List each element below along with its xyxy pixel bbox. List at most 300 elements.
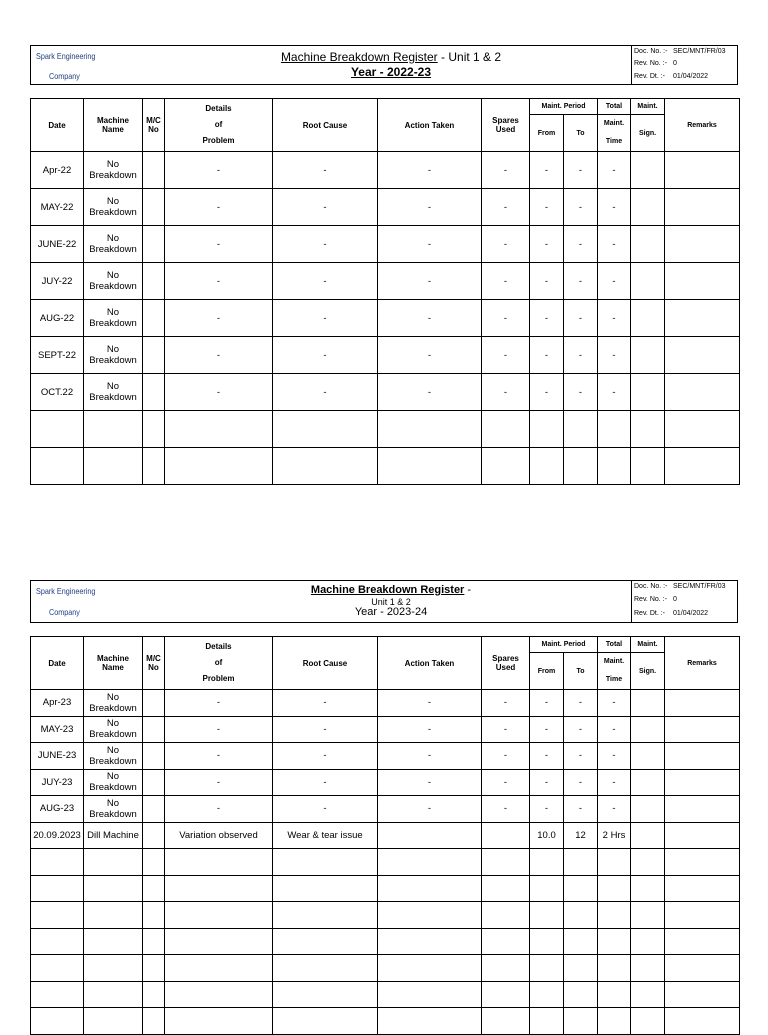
- table-cell: -: [482, 189, 530, 226]
- table-cell: No Breakdown: [84, 769, 143, 796]
- table-cell: -: [165, 337, 273, 374]
- table-cell: [631, 263, 665, 300]
- table-cell: [598, 928, 631, 955]
- table-cell: -: [482, 690, 530, 717]
- table-cell: [378, 928, 482, 955]
- table-cell: [665, 690, 740, 717]
- table-cell: [598, 849, 631, 876]
- table-cell: JUNE-22: [31, 226, 84, 263]
- table-cell: JUNE-23: [31, 743, 84, 770]
- table-cell: [631, 189, 665, 226]
- table-cell: [564, 1008, 598, 1035]
- table-cell: -: [273, 152, 378, 189]
- table-cell: [665, 902, 740, 929]
- table-cell: [631, 374, 665, 411]
- table-cell: [665, 374, 740, 411]
- col-from: From: [530, 115, 564, 152]
- register2-table: [30, 636, 740, 1035]
- table-cell: [31, 448, 84, 485]
- table-cell: -: [598, 226, 631, 263]
- table-cell: -: [165, 300, 273, 337]
- table-cell: [530, 448, 564, 485]
- col-total: Total: [598, 99, 631, 115]
- table-cell: -: [598, 374, 631, 411]
- table-cell: Wear & tear issue: [273, 822, 378, 849]
- register1-year: Year - 2022-23: [350, 65, 432, 79]
- table-cell: [84, 448, 143, 485]
- table-cell: No Breakdown: [84, 716, 143, 743]
- col-to: To: [564, 115, 598, 152]
- table-cell: [143, 448, 165, 485]
- table-cell: -: [530, 690, 564, 717]
- table-cell: [482, 902, 530, 929]
- table-cell: [143, 411, 165, 448]
- table-row: [31, 263, 740, 300]
- table-row: [31, 769, 740, 796]
- table-cell: [598, 955, 631, 982]
- register2-title-block: [151, 581, 631, 622]
- table-cell: -: [378, 796, 482, 823]
- table-cell: -: [598, 300, 631, 337]
- table-cell: -: [530, 226, 564, 263]
- table-cell: [564, 875, 598, 902]
- table-cell: [665, 769, 740, 796]
- table-cell: [665, 337, 740, 374]
- table-cell: -: [482, 152, 530, 189]
- table-cell: -: [482, 743, 530, 770]
- table-cell: -: [378, 152, 482, 189]
- table-cell: [378, 902, 482, 929]
- table-cell: -: [378, 743, 482, 770]
- table-cell: [378, 849, 482, 876]
- table-cell: -: [165, 263, 273, 300]
- table-cell: -: [598, 769, 631, 796]
- table-cell: -: [564, 690, 598, 717]
- table-cell: [482, 448, 530, 485]
- register2-title-suffix: -: [464, 584, 472, 596]
- rev-dt-label: Rev. Dt. :-: [634, 73, 665, 80]
- table-cell: [665, 716, 740, 743]
- table-cell: [84, 875, 143, 902]
- table-cell: [530, 411, 564, 448]
- table-cell: Apr-22: [31, 152, 84, 189]
- table-cell: [482, 1008, 530, 1035]
- table-cell: [143, 743, 165, 770]
- col-spares-used: Spares Used: [482, 99, 530, 152]
- table-cell: [631, 337, 665, 374]
- table-cell: [631, 769, 665, 796]
- table-cell: -: [378, 374, 482, 411]
- col-remarks: Remarks: [665, 99, 740, 152]
- table-cell: [665, 300, 740, 337]
- table-cell: [530, 875, 564, 902]
- table-cell: 10.0: [530, 822, 564, 849]
- register2-header: [30, 580, 738, 623]
- table-row: [31, 300, 740, 337]
- register1-title-block: [151, 46, 631, 84]
- table-cell: [143, 716, 165, 743]
- col-maint-period: Maint. Period: [530, 99, 598, 115]
- table-cell: -: [165, 189, 273, 226]
- table-cell: [631, 849, 665, 876]
- table-row: [31, 152, 740, 189]
- table-cell: [273, 955, 378, 982]
- table-cell: [143, 928, 165, 955]
- doc-no: SEC/MNT/FR/03: [673, 48, 726, 55]
- table-cell: -: [273, 337, 378, 374]
- col-remarks: Remarks: [665, 637, 740, 690]
- table-cell: -: [598, 189, 631, 226]
- table-cell: [665, 981, 740, 1008]
- table-cell: [165, 448, 273, 485]
- table-row: [31, 690, 740, 717]
- table-row: [31, 981, 740, 1008]
- register2-body: [31, 690, 740, 1035]
- table-cell: -: [530, 189, 564, 226]
- table-cell: -: [564, 263, 598, 300]
- table-cell: [84, 411, 143, 448]
- table-cell: -: [482, 796, 530, 823]
- col-total: Total: [598, 637, 631, 653]
- table-cell: [631, 226, 665, 263]
- table-cell: No Breakdown: [84, 226, 143, 263]
- col-machine-name: Machine Name: [84, 637, 143, 690]
- col-maint-period: Maint. Period: [530, 637, 598, 653]
- col-details-of-problem: Details of Problem: [165, 637, 273, 690]
- table-cell: [143, 849, 165, 876]
- table-cell: [165, 875, 273, 902]
- table-cell: -: [273, 690, 378, 717]
- table-cell: [665, 928, 740, 955]
- table-cell: [564, 411, 598, 448]
- table-cell: [143, 822, 165, 849]
- table-cell: [143, 152, 165, 189]
- table-cell: -: [564, 743, 598, 770]
- doc-no-label: Doc. No. :-: [634, 583, 668, 590]
- table-cell: -: [564, 189, 598, 226]
- table-cell: [378, 955, 482, 982]
- table-cell: [598, 411, 631, 448]
- table-cell: [564, 902, 598, 929]
- table-cell: [631, 743, 665, 770]
- table-cell: -: [530, 263, 564, 300]
- table-row: [31, 411, 740, 448]
- table-cell: [482, 411, 530, 448]
- table-row: [31, 337, 740, 374]
- table-row: [31, 743, 740, 770]
- table-cell: -: [482, 716, 530, 743]
- table-cell: -: [530, 374, 564, 411]
- table-cell: [273, 411, 378, 448]
- table-cell: [564, 981, 598, 1008]
- table-row: [31, 849, 740, 876]
- table-cell: [31, 902, 84, 929]
- table-cell: No Breakdown: [84, 263, 143, 300]
- col-root-cause: Root Cause: [273, 637, 378, 690]
- table-cell: -: [165, 152, 273, 189]
- table-cell: [631, 300, 665, 337]
- table-cell: [165, 411, 273, 448]
- table-cell: [84, 1008, 143, 1035]
- table-row: [31, 875, 740, 902]
- table-cell: [631, 796, 665, 823]
- register1-header: [30, 45, 738, 85]
- table-cell: -: [482, 300, 530, 337]
- table-cell: [31, 928, 84, 955]
- table-cell: [665, 822, 740, 849]
- table-cell: [598, 448, 631, 485]
- col-root-cause: Root Cause: [273, 99, 378, 152]
- table-cell: -: [598, 716, 631, 743]
- table-cell: [665, 263, 740, 300]
- table-cell: [143, 955, 165, 982]
- col-action-taken: Action Taken: [378, 99, 482, 152]
- table-cell: [631, 716, 665, 743]
- table-cell: [143, 226, 165, 263]
- table-cell: [598, 902, 631, 929]
- table-cell: -: [598, 337, 631, 374]
- table-cell: OCT.22: [31, 374, 84, 411]
- table-cell: -: [378, 263, 482, 300]
- col-sign: Sign.: [631, 653, 665, 690]
- table-cell: [530, 955, 564, 982]
- table-cell: [84, 849, 143, 876]
- table-cell: -: [564, 769, 598, 796]
- table-cell: [631, 955, 665, 982]
- table-cell: [273, 875, 378, 902]
- table-cell: -: [273, 189, 378, 226]
- table-cell: -: [273, 769, 378, 796]
- table-cell: [631, 902, 665, 929]
- table-cell: -: [378, 189, 482, 226]
- table-cell: -: [564, 337, 598, 374]
- rev-dt: 01/04/2022: [673, 73, 709, 80]
- table-cell: [378, 875, 482, 902]
- table-cell: -: [482, 226, 530, 263]
- table-cell: [631, 875, 665, 902]
- table-cell: -: [482, 337, 530, 374]
- table-cell: -: [564, 716, 598, 743]
- table-cell: [273, 448, 378, 485]
- doc-info: [631, 581, 737, 622]
- col-maint-time: Maint. Time: [598, 115, 631, 152]
- table-row: [31, 448, 740, 485]
- table-cell: [665, 411, 740, 448]
- table-cell: [530, 849, 564, 876]
- table-row: [31, 902, 740, 929]
- table-cell: 12: [564, 822, 598, 849]
- company-line2: Company: [49, 71, 80, 81]
- table-cell: 2 Hrs: [598, 822, 631, 849]
- register1-body: [31, 152, 740, 485]
- table-cell: [482, 928, 530, 955]
- table-cell: [530, 1008, 564, 1035]
- table-cell: [631, 448, 665, 485]
- table-cell: -: [530, 716, 564, 743]
- table-cell: -: [564, 152, 598, 189]
- col-maint: Maint.: [631, 637, 665, 653]
- rev-dt-label: Rev. Dt. :-: [634, 610, 665, 617]
- table-cell: [378, 981, 482, 1008]
- table-cell: AUG-23: [31, 796, 84, 823]
- register2-year: Year - 2023-24: [354, 606, 428, 618]
- table-cell: -: [273, 743, 378, 770]
- table-cell: [598, 981, 631, 1008]
- table-cell: -: [165, 226, 273, 263]
- table-cell: No Breakdown: [84, 743, 143, 770]
- table-cell: [665, 955, 740, 982]
- register2-title: Machine Breakdown Register: [310, 584, 465, 596]
- table-cell: -: [273, 300, 378, 337]
- col-spares-used: Spares Used: [482, 637, 530, 690]
- table-cell: [631, 981, 665, 1008]
- table-cell: -: [482, 769, 530, 796]
- rev-no-label: Rev. No. :-: [634, 596, 667, 603]
- table-cell: -: [378, 769, 482, 796]
- table-cell: [31, 1008, 84, 1035]
- table-row: [31, 1008, 740, 1035]
- table-cell: -: [530, 796, 564, 823]
- doc-no: SEC/MNT/FR/03: [673, 583, 726, 590]
- table-cell: [143, 796, 165, 823]
- table-cell: No Breakdown: [84, 337, 143, 374]
- table-cell: [143, 374, 165, 411]
- table-cell: [530, 902, 564, 929]
- register2-unit: Unit 1 & 2: [371, 597, 411, 607]
- table-cell: [143, 1008, 165, 1035]
- table-cell: [165, 902, 273, 929]
- table-cell: SEPT-22: [31, 337, 84, 374]
- table-cell: No Breakdown: [84, 374, 143, 411]
- table-cell: [598, 1008, 631, 1035]
- table-cell: Variation observed: [165, 822, 273, 849]
- table-cell: No Breakdown: [84, 189, 143, 226]
- table-cell: [273, 849, 378, 876]
- table-cell: [631, 1008, 665, 1035]
- table-cell: [665, 743, 740, 770]
- table-cell: [665, 189, 740, 226]
- table-cell: Dill Machine: [84, 822, 143, 849]
- table-cell: [598, 875, 631, 902]
- table-cell: [378, 411, 482, 448]
- table-cell: -: [165, 374, 273, 411]
- table-cell: -: [165, 769, 273, 796]
- table-cell: [631, 822, 665, 849]
- table-cell: [482, 955, 530, 982]
- table-cell: [84, 928, 143, 955]
- table-cell: [143, 300, 165, 337]
- table-cell: No Breakdown: [84, 152, 143, 189]
- table-cell: [143, 263, 165, 300]
- table-cell: [31, 849, 84, 876]
- register1-table: [30, 98, 740, 485]
- table-cell: -: [482, 374, 530, 411]
- table-cell: [530, 928, 564, 955]
- table-cell: [665, 152, 740, 189]
- table-cell: -: [273, 374, 378, 411]
- table-cell: -: [273, 796, 378, 823]
- table-cell: [564, 955, 598, 982]
- table-cell: -: [530, 769, 564, 796]
- col-maint: Maint.: [631, 99, 665, 115]
- table-cell: -: [598, 796, 631, 823]
- table-cell: [273, 902, 378, 929]
- table-cell: -: [530, 743, 564, 770]
- col-maint-time: Maint. Time: [598, 653, 631, 690]
- table-cell: -: [165, 743, 273, 770]
- table-cell: -: [165, 690, 273, 717]
- table-cell: [273, 928, 378, 955]
- table-cell: No Breakdown: [84, 690, 143, 717]
- table-cell: Apr-23: [31, 690, 84, 717]
- table-cell: [165, 955, 273, 982]
- col-details-of-problem: Details of Problem: [165, 99, 273, 152]
- table-cell: -: [564, 226, 598, 263]
- table-cell: No Breakdown: [84, 300, 143, 337]
- table-cell: [631, 152, 665, 189]
- table-row: [31, 189, 740, 226]
- rev-dt: 01/04/2022: [673, 610, 709, 617]
- table-cell: -: [378, 226, 482, 263]
- table-cell: MAY-22: [31, 189, 84, 226]
- table-cell: [31, 875, 84, 902]
- table-cell: [143, 769, 165, 796]
- company-line1: Spark Engineering: [36, 51, 96, 61]
- table-cell: -: [378, 690, 482, 717]
- table-cell: [31, 955, 84, 982]
- table-cell: -: [378, 337, 482, 374]
- table-cell: [31, 981, 84, 1008]
- table-cell: [482, 849, 530, 876]
- register1-title-suffix: - Unit 1 & 2: [437, 50, 502, 64]
- col-to: To: [564, 653, 598, 690]
- table-cell: -: [378, 300, 482, 337]
- table-cell: -: [598, 743, 631, 770]
- table-cell: -: [598, 152, 631, 189]
- table-cell: [143, 875, 165, 902]
- table-cell: [84, 955, 143, 982]
- table-cell: [143, 690, 165, 717]
- col-from: From: [530, 653, 564, 690]
- table-cell: [564, 928, 598, 955]
- table-cell: -: [273, 263, 378, 300]
- table-cell: [631, 690, 665, 717]
- table-cell: [665, 875, 740, 902]
- table-cell: [143, 337, 165, 374]
- table-row: [31, 374, 740, 411]
- doc-info: [631, 46, 737, 84]
- doc-no-label: Doc. No. :-: [634, 48, 668, 55]
- col-machine-name: Machine Name: [84, 99, 143, 152]
- table-cell: [378, 1008, 482, 1035]
- table-cell: [165, 849, 273, 876]
- table-cell: [564, 849, 598, 876]
- col-date: Date: [31, 99, 84, 152]
- table-cell: [665, 1008, 740, 1035]
- table-row: [31, 716, 740, 743]
- table-cell: [631, 411, 665, 448]
- table-cell: -: [564, 374, 598, 411]
- table-cell: -: [165, 716, 273, 743]
- company-name: [31, 46, 151, 84]
- table-cell: JUY-23: [31, 769, 84, 796]
- company-name: [31, 581, 151, 622]
- col-action-taken: Action Taken: [378, 637, 482, 690]
- company-line1: Spark Engineering: [36, 586, 96, 596]
- table-cell: AUG-22: [31, 300, 84, 337]
- table-cell: [273, 1008, 378, 1035]
- table-cell: 20.09.2023: [31, 822, 84, 849]
